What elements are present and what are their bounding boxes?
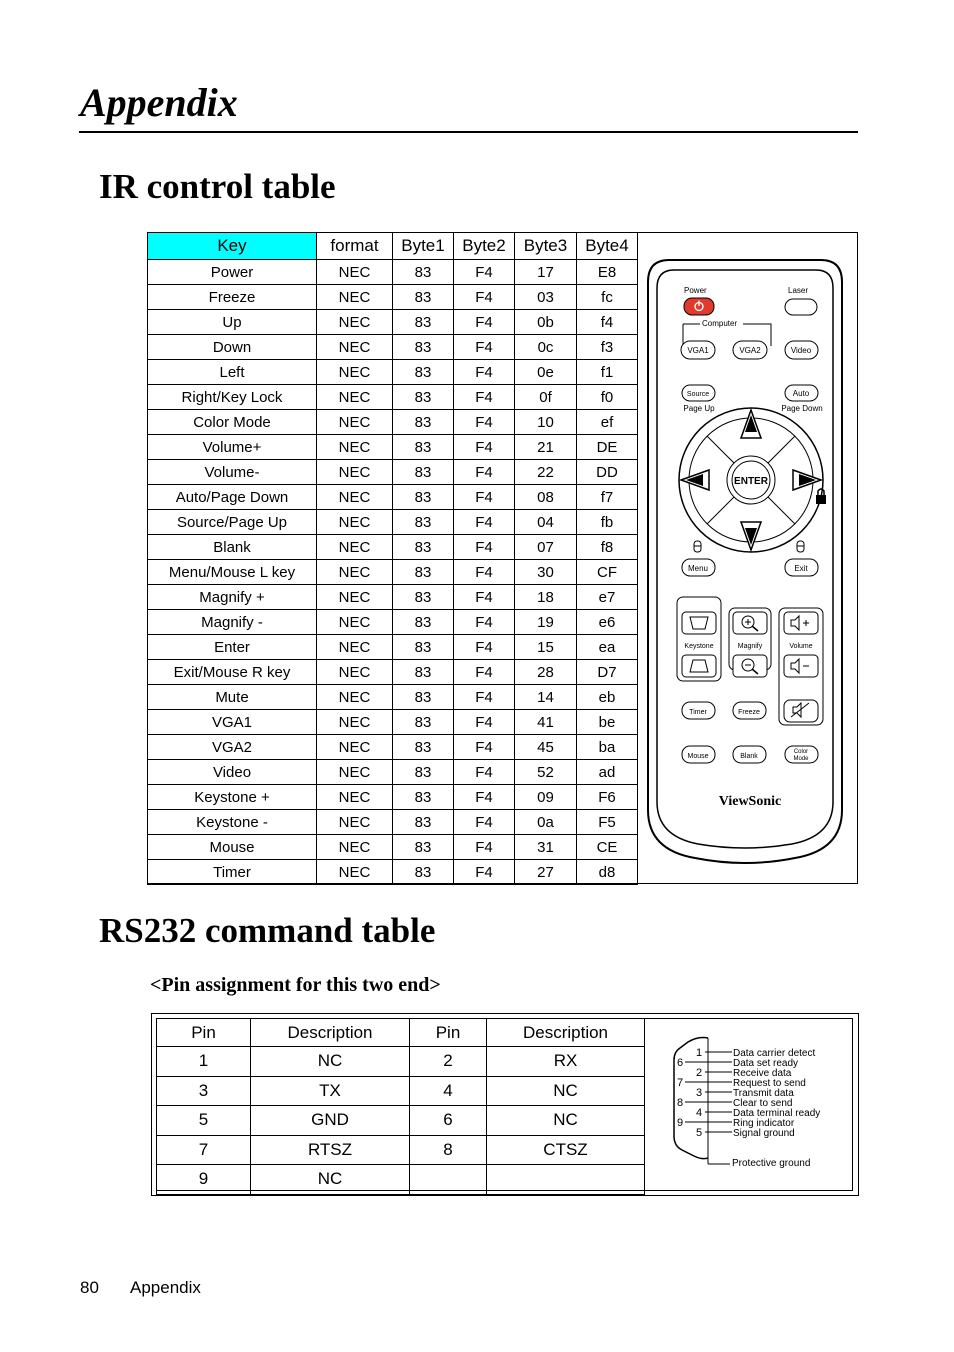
remote-keystone-minus-button bbox=[682, 655, 716, 677]
rs232-header-description: Description bbox=[487, 1019, 645, 1047]
ir-cell-format: NEC bbox=[317, 710, 393, 735]
connector-signal-label: Data set ready bbox=[733, 1058, 799, 1069]
ir-cell-byte3: 08 bbox=[515, 485, 577, 510]
ir-cell-byte4: eb bbox=[577, 685, 638, 710]
ir-cell-byte1: 83 bbox=[393, 560, 454, 585]
ir-table-row bbox=[148, 535, 638, 560]
remote-color-label: Color bbox=[793, 749, 809, 755]
ir-cell-byte3: 14 bbox=[515, 685, 577, 710]
ir-cell-byte2: F4 bbox=[454, 560, 515, 585]
ir-cell-byte1: 83 bbox=[393, 735, 454, 760]
mouse-left-icon bbox=[694, 541, 701, 552]
ir-cell-byte1: 83 bbox=[393, 335, 454, 360]
connector-signal-label: Clear to send bbox=[733, 1098, 793, 1109]
remote-brand-logo: ViewSonic bbox=[718, 794, 782, 809]
ir-table-row bbox=[148, 735, 638, 760]
ir-cell-format: NEC bbox=[317, 685, 393, 710]
ir-cell-byte4: CF bbox=[577, 560, 638, 585]
remote-magnify-label: Magnify bbox=[737, 643, 763, 650]
connector-pin-labels bbox=[677, 1047, 702, 1139]
remote-source-label: Source bbox=[686, 391, 710, 398]
remote-timer-label: Timer bbox=[689, 709, 707, 716]
rs232-cell-pin: 5 bbox=[157, 1106, 251, 1136]
rs232-header-row bbox=[157, 1019, 645, 1047]
mouse-right-icon bbox=[797, 541, 804, 552]
ir-cell-byte1: 83 bbox=[393, 535, 454, 560]
ir-cell-format: NEC bbox=[317, 860, 393, 885]
remote-mouse-label: Mouse bbox=[687, 753, 709, 760]
connector-signal-label: Request to send bbox=[733, 1078, 806, 1089]
ir-cell-byte4: f4 bbox=[577, 310, 638, 335]
ir-cell-byte3: 0a bbox=[515, 810, 577, 835]
rs232-header-pin: Pin bbox=[157, 1019, 251, 1047]
ir-cell-format: NEC bbox=[317, 310, 393, 335]
connector-signal-label: Data carrier detect bbox=[733, 1048, 816, 1059]
ir-cell-format: NEC bbox=[317, 385, 393, 410]
ir-table-row bbox=[148, 785, 638, 810]
ir-cell-byte1: 83 bbox=[393, 610, 454, 635]
ir-header-byte1: Byte1 bbox=[393, 233, 454, 260]
ir-table-row bbox=[148, 310, 638, 335]
ir-cell-byte4: f3 bbox=[577, 335, 638, 360]
ir-cell-byte3: 52 bbox=[515, 760, 577, 785]
ir-cell-byte1: 83 bbox=[393, 685, 454, 710]
ir-cell-byte4: F5 bbox=[577, 810, 638, 835]
rs232-cell-description: CTSZ bbox=[487, 1135, 645, 1165]
ir-cell-key: Keystone - bbox=[148, 810, 317, 835]
ir-cell-byte4: ba bbox=[577, 735, 638, 760]
ir-cell-byte3: 31 bbox=[515, 835, 577, 860]
ir-cell-format: NEC bbox=[317, 485, 393, 510]
ir-cell-byte4: f1 bbox=[577, 360, 638, 385]
ir-cell-byte3: 09 bbox=[515, 785, 577, 810]
ir-cell-key: Left bbox=[148, 360, 317, 385]
remote-keystone-plus-button bbox=[682, 612, 716, 634]
ir-cell-byte2: F4 bbox=[454, 385, 515, 410]
ir-cell-byte4: e6 bbox=[577, 610, 638, 635]
ir-cell-byte2: F4 bbox=[454, 335, 515, 360]
ir-cell-byte3: 15 bbox=[515, 635, 577, 660]
rs232-cell-pin: 3 bbox=[157, 1076, 251, 1106]
ir-cell-byte1: 83 bbox=[393, 635, 454, 660]
ir-cell-byte1: 83 bbox=[393, 660, 454, 685]
remote-volume-label: Volume bbox=[789, 643, 813, 650]
rs232-table-row bbox=[157, 1165, 645, 1195]
ir-cell-format: NEC bbox=[317, 535, 393, 560]
remote-laser-button bbox=[785, 299, 817, 315]
ir-cell-byte4: ad bbox=[577, 760, 638, 785]
ir-cell-byte4: e7 bbox=[577, 585, 638, 610]
ir-control-table bbox=[147, 232, 638, 885]
connector-signal-label: Transmit data bbox=[733, 1088, 794, 1099]
ir-cell-format: NEC bbox=[317, 435, 393, 460]
ir-cell-byte2: F4 bbox=[454, 260, 515, 285]
ir-table-row bbox=[148, 710, 638, 735]
ir-table-row bbox=[148, 610, 638, 635]
connector-pin-number: 5 bbox=[696, 1127, 703, 1139]
rs232-cell-description: GND bbox=[251, 1106, 410, 1136]
remote-page-down-label: Page Down bbox=[781, 404, 823, 413]
db9-connector-diagram bbox=[668, 1032, 838, 1172]
ir-cell-key: Down bbox=[148, 335, 317, 360]
rs232-cell-description: RTSZ bbox=[251, 1135, 410, 1165]
ir-cell-byte2: F4 bbox=[454, 460, 515, 485]
pin-assignment-subtitle: <Pin assignment for this two end> bbox=[150, 974, 441, 996]
ir-cell-key: Video bbox=[148, 760, 317, 785]
ir-cell-byte2: F4 bbox=[454, 610, 515, 635]
ir-header-byte4: Byte4 bbox=[577, 233, 638, 260]
protective-ground-label: Protective ground bbox=[732, 1158, 811, 1169]
ir-cell-byte3: 21 bbox=[515, 435, 577, 460]
ir-cell-byte3: 0c bbox=[515, 335, 577, 360]
ir-cell-byte4: f0 bbox=[577, 385, 638, 410]
ir-cell-byte1: 83 bbox=[393, 810, 454, 835]
remote-blank-label: Blank bbox=[740, 753, 758, 760]
ir-cell-byte4: f7 bbox=[577, 485, 638, 510]
ir-cell-key: Magnify + bbox=[148, 585, 317, 610]
ir-table-row bbox=[148, 835, 638, 860]
ir-cell-byte4: DE bbox=[577, 435, 638, 460]
ir-header-key: Key bbox=[148, 233, 317, 260]
ir-cell-key: Mouse bbox=[148, 835, 317, 860]
rs232-cell-pin: 2 bbox=[410, 1047, 487, 1077]
ir-table-row bbox=[148, 660, 638, 685]
ir-cell-byte3: 18 bbox=[515, 585, 577, 610]
ir-cell-byte1: 83 bbox=[393, 285, 454, 310]
rs232-cell-pin bbox=[410, 1165, 487, 1195]
remote-computer-label: Computer bbox=[702, 319, 738, 328]
ir-cell-byte1: 83 bbox=[393, 260, 454, 285]
connector-pin-number: 4 bbox=[696, 1107, 703, 1119]
ir-cell-byte2: F4 bbox=[454, 310, 515, 335]
footer-section-label: Appendix bbox=[130, 1278, 201, 1297]
ir-cell-byte3: 17 bbox=[515, 260, 577, 285]
connector-pin-number: 9 bbox=[677, 1117, 684, 1129]
ir-cell-key: Magnify - bbox=[148, 610, 317, 635]
ir-cell-byte2: F4 bbox=[454, 410, 515, 435]
ir-cell-byte2: F4 bbox=[454, 860, 515, 885]
ir-cell-byte1: 83 bbox=[393, 835, 454, 860]
connector-signal-label: Data terminal ready bbox=[733, 1108, 821, 1119]
ir-cell-byte4: F6 bbox=[577, 785, 638, 810]
rs232-section-title: RS232 command table bbox=[99, 911, 436, 950]
ir-cell-byte3: 10 bbox=[515, 410, 577, 435]
ir-cell-key: Exit/Mouse R key bbox=[148, 660, 317, 685]
ir-cell-key: Auto/Page Down bbox=[148, 485, 317, 510]
remote-page-up-label: Page Up bbox=[683, 404, 715, 413]
ir-cell-format: NEC bbox=[317, 260, 393, 285]
ir-cell-byte2: F4 bbox=[454, 585, 515, 610]
ir-cell-key: Blank bbox=[148, 535, 317, 560]
page-number: 80 bbox=[80, 1278, 99, 1297]
ir-cell-byte3: 41 bbox=[515, 710, 577, 735]
ir-table-row bbox=[148, 635, 638, 660]
remote-volume-plus-button bbox=[784, 612, 818, 634]
rs232-cell-description: TX bbox=[251, 1076, 410, 1106]
remote-exit-label: Exit bbox=[794, 564, 808, 573]
remote-vga2-label: VGA2 bbox=[739, 346, 761, 355]
ir-cell-byte3: 19 bbox=[515, 610, 577, 635]
rs232-table-row bbox=[157, 1047, 645, 1077]
remote-laser-label: Laser bbox=[788, 286, 809, 295]
ir-table-row bbox=[148, 685, 638, 710]
ir-cell-byte3: 30 bbox=[515, 560, 577, 585]
ir-cell-byte2: F4 bbox=[454, 710, 515, 735]
ir-cell-byte4: f8 bbox=[577, 535, 638, 560]
ir-table-row bbox=[148, 385, 638, 410]
ir-cell-byte3: 27 bbox=[515, 860, 577, 885]
ir-cell-byte1: 83 bbox=[393, 760, 454, 785]
ir-cell-key: Enter bbox=[148, 635, 317, 660]
ir-cell-byte1: 83 bbox=[393, 310, 454, 335]
ir-cell-format: NEC bbox=[317, 460, 393, 485]
ir-cell-byte2: F4 bbox=[454, 535, 515, 560]
ir-cell-key: Mute bbox=[148, 685, 317, 710]
ir-cell-key: Color Mode bbox=[148, 410, 317, 435]
ir-cell-byte1: 83 bbox=[393, 710, 454, 735]
ir-cell-format: NEC bbox=[317, 810, 393, 835]
ir-cell-byte2: F4 bbox=[454, 510, 515, 535]
ir-cell-format: NEC bbox=[317, 585, 393, 610]
remote-auto-label: Auto bbox=[792, 389, 810, 398]
ir-cell-byte4: be bbox=[577, 710, 638, 735]
remote-volume-minus-button bbox=[784, 655, 818, 677]
rs232-header-pin: Pin bbox=[410, 1019, 487, 1047]
ir-table-body bbox=[148, 260, 638, 885]
ir-cell-byte2: F4 bbox=[454, 760, 515, 785]
ir-cell-byte1: 83 bbox=[393, 435, 454, 460]
ir-cell-format: NEC bbox=[317, 410, 393, 435]
ir-cell-byte3: 28 bbox=[515, 660, 577, 685]
ir-cell-byte4: fb bbox=[577, 510, 638, 535]
ir-cell-byte2: F4 bbox=[454, 435, 515, 460]
ir-cell-byte1: 83 bbox=[393, 585, 454, 610]
connector-pin-number: 6 bbox=[677, 1057, 684, 1069]
ir-table-row bbox=[148, 510, 638, 535]
ir-cell-key: VGA1 bbox=[148, 710, 317, 735]
ir-cell-byte3: 0f bbox=[515, 385, 577, 410]
ir-cell-byte1: 83 bbox=[393, 360, 454, 385]
ir-cell-format: NEC bbox=[317, 635, 393, 660]
ir-cell-byte2: F4 bbox=[454, 485, 515, 510]
ir-cell-format: NEC bbox=[317, 335, 393, 360]
remote-menu-label: Menu bbox=[687, 564, 709, 573]
connector-pin-number: 8 bbox=[677, 1097, 684, 1109]
ir-cell-key: VGA2 bbox=[148, 735, 317, 760]
connector-pin-number: 1 bbox=[696, 1047, 703, 1059]
ir-header-row bbox=[148, 233, 638, 260]
ir-cell-format: NEC bbox=[317, 510, 393, 535]
ir-cell-key: Freeze bbox=[148, 285, 317, 310]
rs232-cell-pin: 6 bbox=[410, 1106, 487, 1136]
remote-enter-label: ENTER bbox=[734, 476, 768, 487]
ir-cell-format: NEC bbox=[317, 735, 393, 760]
ir-cell-byte1: 83 bbox=[393, 510, 454, 535]
ir-cell-byte2: F4 bbox=[454, 785, 515, 810]
ir-cell-byte1: 83 bbox=[393, 385, 454, 410]
ir-table-row bbox=[148, 560, 638, 585]
connector-signal-label: Signal ground bbox=[733, 1128, 795, 1139]
rs232-header-description: Description bbox=[251, 1019, 410, 1047]
ir-cell-byte4: D7 bbox=[577, 660, 638, 685]
rs232-cell-description: NC bbox=[487, 1076, 645, 1106]
ir-cell-byte2: F4 bbox=[454, 660, 515, 685]
ir-cell-byte4: fc bbox=[577, 285, 638, 310]
ir-cell-format: NEC bbox=[317, 660, 393, 685]
ir-table-row bbox=[148, 810, 638, 835]
ir-cell-format: NEC bbox=[317, 785, 393, 810]
ir-section-title: IR control table bbox=[99, 167, 336, 206]
ir-cell-byte4: ef bbox=[577, 410, 638, 435]
ir-cell-byte2: F4 bbox=[454, 635, 515, 660]
rs232-table-body bbox=[157, 1047, 645, 1195]
ir-cell-format: NEC bbox=[317, 610, 393, 635]
ir-cell-key: Power bbox=[148, 260, 317, 285]
connector-signal-label: Ring indicator bbox=[733, 1118, 795, 1129]
ir-cell-key: Up bbox=[148, 310, 317, 335]
remote-vga1-label: VGA1 bbox=[687, 346, 709, 355]
ir-cell-format: NEC bbox=[317, 835, 393, 860]
ir-cell-format: NEC bbox=[317, 760, 393, 785]
rs232-cell-pin: 4 bbox=[410, 1076, 487, 1106]
ir-cell-byte3: 04 bbox=[515, 510, 577, 535]
ir-cell-key: Volume- bbox=[148, 460, 317, 485]
ir-cell-byte3: 07 bbox=[515, 535, 577, 560]
ir-table-row bbox=[148, 335, 638, 360]
ir-cell-byte2: F4 bbox=[454, 685, 515, 710]
rs232-cell-pin: 8 bbox=[410, 1135, 487, 1165]
connector-signal-label: Receive data bbox=[733, 1068, 792, 1079]
ir-cell-key: Volume+ bbox=[148, 435, 317, 460]
ir-header-format: format bbox=[317, 233, 393, 260]
ir-cell-key: Keystone + bbox=[148, 785, 317, 810]
rs232-cell-description: NC bbox=[487, 1106, 645, 1136]
ir-cell-byte1: 83 bbox=[393, 485, 454, 510]
ir-cell-format: NEC bbox=[317, 560, 393, 585]
ir-cell-byte2: F4 bbox=[454, 360, 515, 385]
ir-cell-byte2: F4 bbox=[454, 810, 515, 835]
remote-power-label: Power bbox=[684, 286, 707, 295]
connector-pin-number: 7 bbox=[677, 1077, 684, 1089]
rs232-table-row bbox=[157, 1135, 645, 1165]
ir-cell-byte4: DD bbox=[577, 460, 638, 485]
ir-cell-key: Timer bbox=[148, 860, 317, 885]
rs232-cell-pin: 1 bbox=[157, 1047, 251, 1077]
connector-pin-number: 3 bbox=[696, 1087, 703, 1099]
ir-cell-byte1: 83 bbox=[393, 785, 454, 810]
remote-magnify-plus-button bbox=[733, 612, 767, 634]
ir-cell-byte2: F4 bbox=[454, 285, 515, 310]
ir-header-byte2: Byte2 bbox=[454, 233, 515, 260]
ir-cell-byte4: CE bbox=[577, 835, 638, 860]
ir-cell-byte1: 83 bbox=[393, 410, 454, 435]
ir-table-row bbox=[148, 585, 638, 610]
ir-table-row bbox=[148, 760, 638, 785]
ir-cell-key: Source/Page Up bbox=[148, 510, 317, 535]
ir-table-row bbox=[148, 360, 638, 385]
rs232-cell-description: RX bbox=[487, 1047, 645, 1077]
page-title: Appendix bbox=[80, 80, 238, 125]
rs232-cell-description: NC bbox=[251, 1047, 410, 1077]
rs232-pin-table bbox=[156, 1018, 645, 1195]
ir-cell-byte4: ea bbox=[577, 635, 638, 660]
rs232-cell-pin: 9 bbox=[157, 1165, 251, 1195]
ir-cell-byte3: 03 bbox=[515, 285, 577, 310]
ir-cell-byte4: E8 bbox=[577, 260, 638, 285]
remote-video-label: Video bbox=[790, 346, 812, 355]
connector-pin-number: 2 bbox=[696, 1067, 703, 1079]
ir-cell-key: Menu/Mouse L key bbox=[148, 560, 317, 585]
ir-cell-byte2: F4 bbox=[454, 835, 515, 860]
ir-cell-key: Right/Key Lock bbox=[148, 385, 317, 410]
rs232-cell-description bbox=[487, 1165, 645, 1195]
ir-cell-byte3: 0b bbox=[515, 310, 577, 335]
connector-signal-labels bbox=[733, 1048, 820, 1139]
remote-freeze-label: Freeze bbox=[738, 709, 760, 716]
remote-control-illustration bbox=[645, 250, 845, 870]
title-rule bbox=[79, 131, 858, 133]
ir-table-row bbox=[148, 285, 638, 310]
rs232-table-row bbox=[157, 1106, 645, 1136]
ir-table-row bbox=[148, 435, 638, 460]
ir-cell-byte3: 45 bbox=[515, 735, 577, 760]
rs232-table-row bbox=[157, 1076, 645, 1106]
ir-table-row bbox=[148, 410, 638, 435]
rs232-cell-pin: 7 bbox=[157, 1135, 251, 1165]
ir-cell-byte4: d8 bbox=[577, 860, 638, 885]
rs232-cell-description: NC bbox=[251, 1165, 410, 1195]
ir-cell-byte1: 83 bbox=[393, 860, 454, 885]
ir-table-row bbox=[148, 260, 638, 285]
ir-table-row bbox=[148, 485, 638, 510]
ir-cell-format: NEC bbox=[317, 360, 393, 385]
ir-cell-byte2: F4 bbox=[454, 735, 515, 760]
ir-header-byte3: Byte3 bbox=[515, 233, 577, 260]
ir-cell-byte1: 83 bbox=[393, 460, 454, 485]
ir-table-row bbox=[148, 860, 638, 885]
ir-cell-format: NEC bbox=[317, 285, 393, 310]
remote-keystone-label: Keystone bbox=[684, 643, 714, 650]
remote-mode-label: Mode bbox=[793, 756, 809, 762]
remote-magnify-minus-button bbox=[733, 655, 767, 677]
ir-cell-byte3: 0e bbox=[515, 360, 577, 385]
ir-table-row bbox=[148, 460, 638, 485]
ir-cell-byte3: 22 bbox=[515, 460, 577, 485]
